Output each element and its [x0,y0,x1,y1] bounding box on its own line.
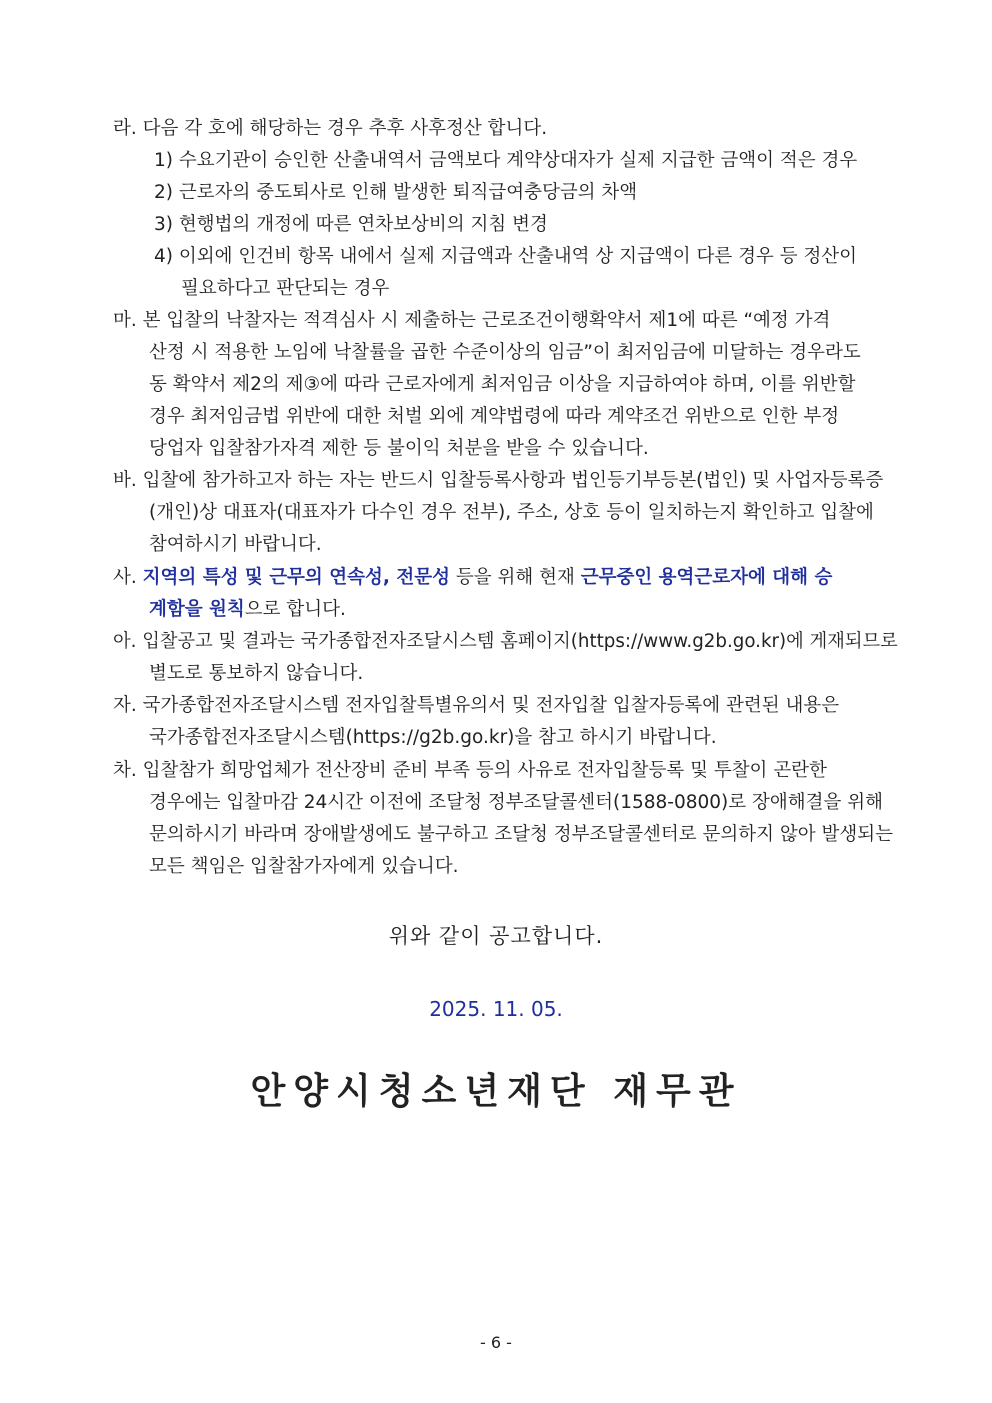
item-ma-line-3: 동 확약서 제2의 제③에 따라 근로자에게 최저임금 이상을 지급하여야 하며, 이를 위반할 [149,374,856,395]
item-cha-line-1: 차. 입찰참가 희망업체가 전산장비 준비 부족 등의 사유로 전자입찰등록 및 투찰이 곤란한 [113,760,827,781]
item-cha-line-4: 모든 책임은 입찰참가자에게 있습니다. [149,856,459,877]
page-number: - 6 - [480,1333,512,1352]
item-sa-line-2 [149,594,346,626]
announcement-date: 2025. 11. 05. [429,997,563,1021]
item-ba-line-3: 참여하시기 바랍니다. [149,534,322,555]
item-sa-highlight-2: 근무중인 용역근로자에 대해 승 [580,567,833,588]
closing-statement: 위와 같이 공고합니다. [388,924,604,948]
item-ra-sub-2: 2) 근로자의 중도퇴사로 인해 발생한 퇴직급여충당금의 차액 [154,182,638,203]
item-a-line-2: 별도로 통보하지 않습니다. [149,663,364,684]
item-sa-highlight-1: 지역의 특성 및 근무의 연속성, 전문성 [142,567,450,588]
issuer-name: 안양시청소년재단 재무관 [250,1071,742,1112]
item-ra-heading: 라. 다음 각 호에 해당하는 경우 추후 사후정산 합니다. [113,118,548,139]
item-ma-line-4: 경우 최저임금법 위반에 대한 처벌 외에 계약법령에 따라 계약조건 위반으로 인한 부정 [149,406,840,427]
item-sa-mid: 등을 위해 현재 [449,567,581,588]
item-ra-sub-3: 3) 현행법의 개정에 따른 연차보상비의 지침 변경 [154,214,548,235]
item-ma-line-2: 산정 시 적용한 노임에 낙찰률을 곱한 수준이상의 임금”이 최저임금에 미달하는 경우라도 [149,342,861,363]
item-sa-line-1 [113,562,832,594]
item-ba-line-1: 바. 입찰에 참가하고자 하는 자는 반드시 입찰등록사항과 법인등기부등본(법인) 및 사업자등록증 [113,470,884,491]
item-ra-sub-4: 4) 이외에 인건비 항목 내에서 실제 지급액과 산출내역 상 지급액이 다른 경우 등 정산이 [154,246,858,267]
item-ja-line-1: 자. 국가종합전자조달시스템 전자입찰특별유의서 및 전자입찰 입찰자등록에 관련된 내용은 [113,695,840,716]
item-ma-line-1: 마. 본 입찰의 낙찰자는 적격심사 시 제출하는 근로조건이행확약서 제1에 따른 “예정 가격 [113,310,831,331]
item-a-line-1: 아. 입찰공고 및 결과는 국가종합전자조달시스템 홈페이지(https://www.g2b.go.kr)에 게재되므로 [113,631,898,652]
item-ra-sub-4-cont: 필요하다고 판단되는 경우 [181,278,390,299]
item-sa-highlight-3: 계함을 원칙 [149,599,245,620]
item-ma-line-5: 당업자 입찰참가자격 제한 등 불이익 처분을 받을 수 있습니다. [149,438,649,459]
item-cha-line-2: 경우에는 입찰마감 24시간 이전에 조달청 정부조달콜센터(1588-0800)로 장애해결을 위해 [149,792,883,813]
item-sa-end: 으로 합니다. [244,599,346,620]
item-ja-line-2: 국가종합전자조달시스템(https://g2b.go.kr)을 참고 하시기 바랍니다. [149,727,717,748]
item-ba-line-2: (개인)상 대표자(대표자가 다수인 경우 전부), 주소, 상호 등이 일치하는지 확인하고 입찰에 [149,502,874,523]
item-cha-line-3: 문의하시기 바라며 장애발생에도 불구하고 조달청 정부조달콜센터로 문의하지 않아 발생되는 [149,824,894,845]
item-sa-prefix: 사. [113,567,143,588]
item-ra-sub-1: 1) 수요기관이 승인한 산출내역서 금액보다 계약상대자가 실제 지급한 금액이 적은 경우 [154,150,858,171]
